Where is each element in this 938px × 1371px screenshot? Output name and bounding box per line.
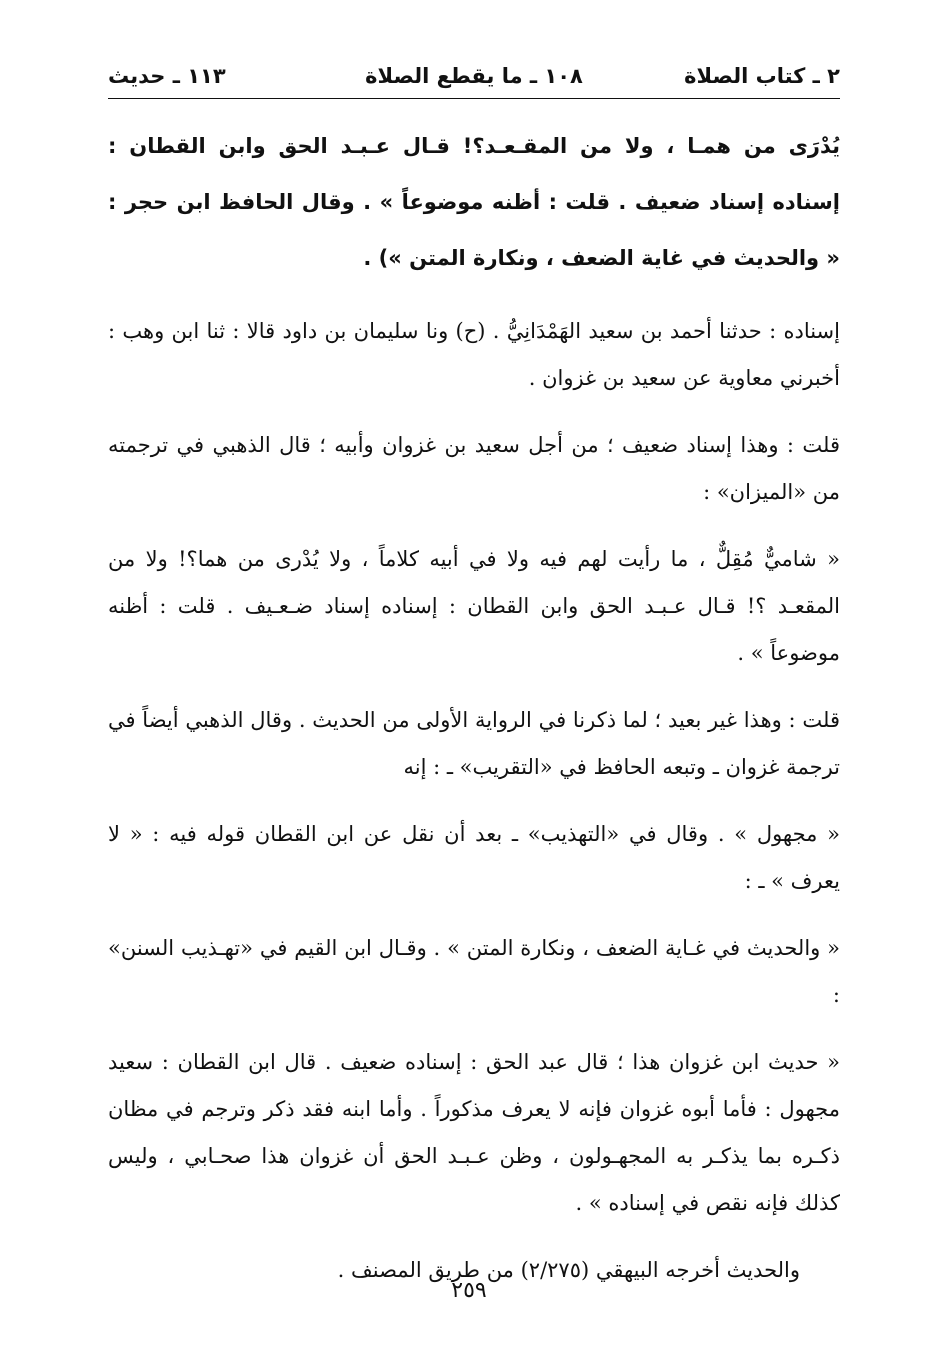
header-book-title: ٢ ـ كتاب الصلاة [684,64,840,88]
comment-paragraph: قلت : وهذا غير بعيد ؛ لما ذكرنا في الرواية الأولى من الحديث . وقال الذهبي أيضاً في ترجمة غزوان ـ وتبعه الحافظ في «التقريب» ـ : إنه [108,708,840,779]
isnad-paragraph: إسناده : حدثنا أحمد بن سعيد الهَمْدَانِيُّ . (ح) ونا سليمان بن داود قالا : ثنا ابن وهب : أخبرني معاوية عن سعيد بن غزوان . [108,319,840,390]
quoted-footnote-paragraph: يُدْرَى من همـا ، ولا من المقـعـد؟! قـال عـبـد الحق وابن القطان : إسناده إسناد ضعيف . قلت : أظنه موضوعاً » . وقال الحافظ ابن حجر : « والحديث في غاية الضعف ، ونكارة المتن ») . [108,134,840,270]
header-chapter-title: ١٠٨ ـ ما يقطع الصلاة [365,64,583,88]
tahdhib-quote-paragraph: « مجهول » . وقال في «التهذيب» ـ بعد أن نقل عن ابن القطان قوله فيه : « لا يعرف » ـ : [108,822,840,893]
dhahabi-quote-paragraph: « شاميٌّ مُقِلٌّ ، ما رأيت لهم فيه ولا في أبيه كلاماً ، ولا يُدْرى من هما؟! ولا من المقعـد ؟! قـال عـبـد الحق وابن القطان : إسناده إسناد ضـعـيف . قلت : أظنه موضوعاً » . [108,547,840,665]
header-hadith-number: ١١٣ ـ حديث [108,64,226,88]
ibn-qayyim-quote-paragraph: « حديث ابن غزوان هذا ؛ قال عبد الحق : إسناده ضعيف . قال ابن القطان : سعيد مجهول : فأما أبوه غزوان فإنه لا يعرف مذكوراً . وأما ابنه فقد ذكر وترجم في مظان ذكـره بما يذكـر به المجهـولون ، وظن عـبـد الحق أن غزوان هذا صحـابي ، وليس كذلك فإنه نقص في إسناده » . [108,1050,840,1215]
page-body [108,118,840,1314]
running-header [108,58,840,99]
takhrij-paragraph: والحديث أخرجه البيهقي (٢/٢٧٥) من طريق المصنف . [337,1258,800,1282]
ibn-qayyim-intro-paragraph: « والحديث في غـاية الضعف ، ونكارة المتن » . وقـال ابن القيم في «تهـذيب السنن» : [108,936,840,1007]
page-number: ٢٥٩ [451,1278,487,1303]
comment-paragraph: قلت : وهذا إسناد ضعيف ؛ من أجل سعيد بن غزوان وأبيه ؛ قال الذهبي في ترجمته من «الميزان» : [108,433,840,504]
